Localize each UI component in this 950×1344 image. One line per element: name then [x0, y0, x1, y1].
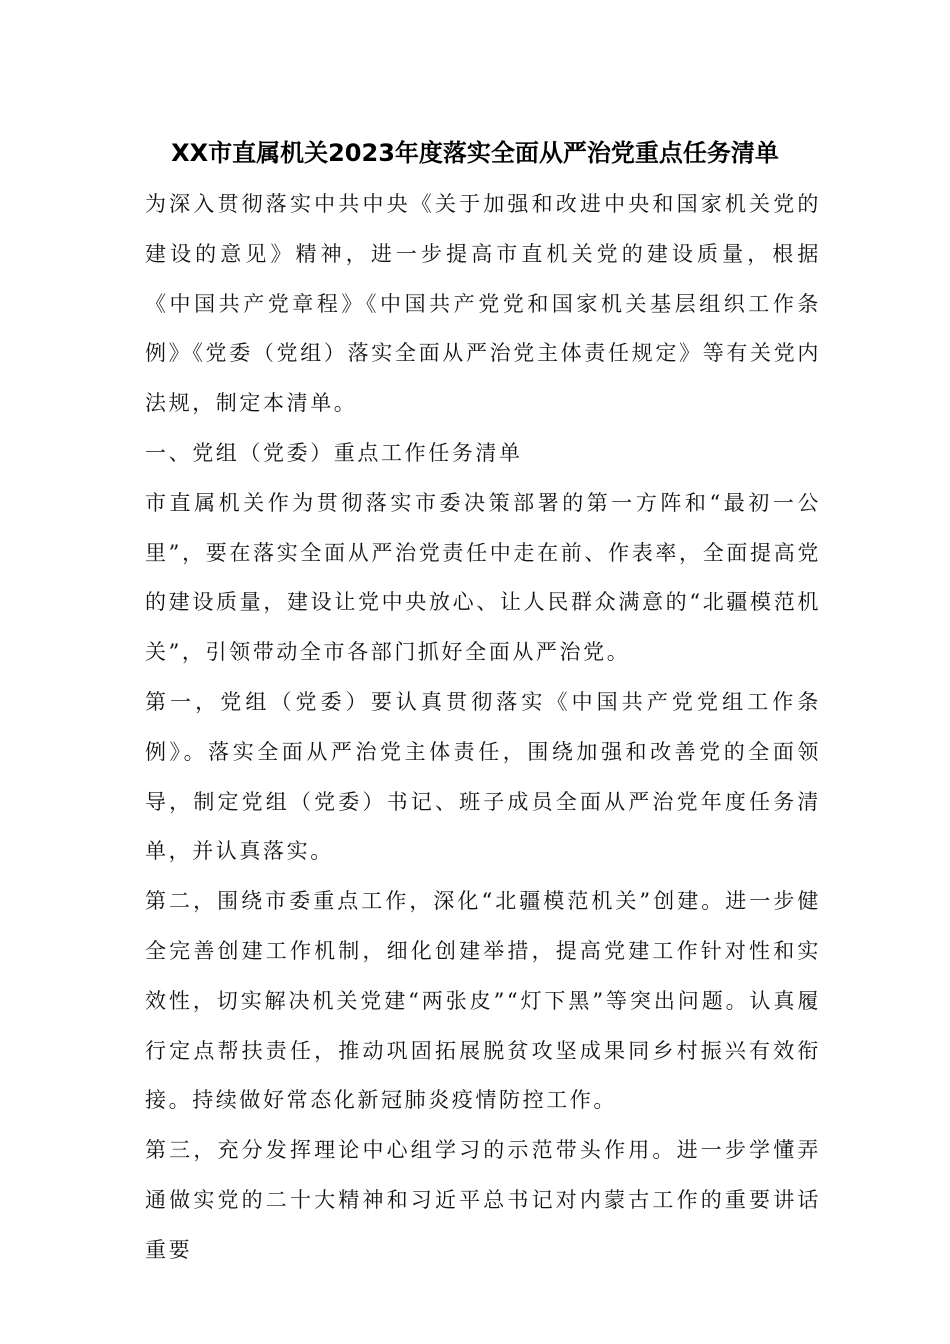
section-intro-paragraph: 市直属机关作为贯彻落实市委决策部署的第一方阵和“最初一公里”，要在落实全面从严治党责任中走在前、作表率，全面提高党的建设质量，建设让党中央放心、让人民群众满意的“北疆模范机关”，引领带动全市各部门抓好全面从严治党。: [145, 490, 821, 665]
document-body: [145, 180, 821, 1276]
item-third-paragraph: 第三，充分发挥理论中心组学习的示范带头作用。进一步学懂弄通做实党的二十大精神和习近平总书记对内蒙古工作的重要讲话重要: [145, 1138, 821, 1262]
intro-paragraph: 为深入贯彻落实中共中央《关于加强和改进中央和国家机关党的建设的意见》精神，进一步提高市直机关党的建设质量，根据《中国共产党章程》《中国共产党党和国家机关基层组织工作条例》《党委（党组）落实全面从严治党主体责任规定》等有关党内法规，制定本清单。: [145, 192, 821, 416]
document-title: XX市直属机关2023年度落实全面从严治党重点任务清单: [171, 139, 779, 167]
section-heading: 一、党组（党委）重点工作任务清单: [145, 440, 523, 465]
item-first-paragraph: 第一，党组（党委）要认真贯彻落实《中国共产党党组工作条例》。落实全面从严治党主体责任，围绕加强和改善党的全面领导，制定党组（党委）书记、班子成员全面从严治党年度任务清单，并认真落实。: [145, 689, 821, 864]
item-second-paragraph: 第二，围绕市委重点工作，深化“北疆模范机关”创建。进一步健全完善创建工作机制，细化创建举措，提高党建工作针对性和实效性，切实解决机关党建“两张皮”“灯下黑”等突出问题。认真履行定点帮扶责任，推动巩固拓展脱贫攻坚成果同乡村振兴有效衔接。持续做好常态化新冠肺炎疫情防控工作。: [145, 889, 821, 1113]
